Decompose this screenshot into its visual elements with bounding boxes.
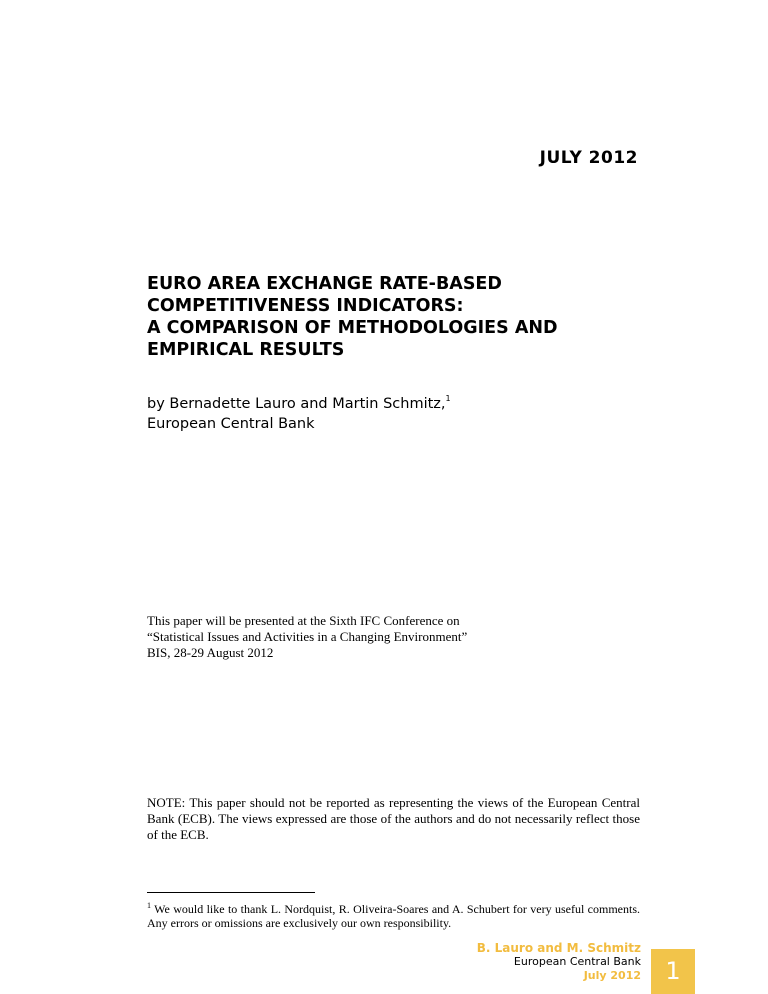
presentation-note	[147, 613, 467, 661]
footer-authors: B. Lauro and M. Schmitz	[476, 941, 641, 955]
presentation-line: “Statistical Issues and Activities in a Changing Environment”	[147, 629, 468, 644]
page-footer	[477, 941, 641, 983]
authors: by Bernadette Lauro and Martin Schmitz,	[147, 396, 446, 412]
title-line: A COMPARISON OF METHODOLOGIES AND	[147, 318, 558, 338]
footnote	[147, 902, 640, 930]
document-title	[147, 273, 647, 361]
presentation-line: BIS, 28-29 August 2012	[147, 645, 274, 660]
footnote-mark: 1	[445, 394, 451, 403]
presentation-line: This paper will be presented at the Sixth IFC Conference on	[147, 613, 460, 628]
footer-date: July 2012	[583, 969, 641, 982]
document-date: JULY 2012	[539, 148, 638, 168]
title-line: COMPETITIVENESS INDICATORS:	[147, 296, 464, 316]
footnote-number: 1	[147, 901, 151, 910]
byline	[147, 394, 451, 434]
title-line: EURO AREA EXCHANGE RATE-BASED	[147, 274, 502, 294]
affiliation: European Central Bank	[147, 416, 315, 432]
footer-institution: European Central Bank	[513, 955, 641, 968]
page-number: 1	[651, 949, 695, 994]
title-line: EMPIRICAL RESULTS	[147, 340, 345, 360]
footnote-text: We would like to thank L. Nordquist, R. Oliveira-Soares and A. Schubert for very useful comments. Any errors or omissions are exclusively our own responsibility.	[147, 902, 640, 930]
footnote-divider	[147, 892, 315, 893]
disclaimer-note: NOTE: This paper should not be reported as representing the views of the European Central Bank (ECB). The views expressed are those of the authors and do not necessarily reflect those of the ECB.	[147, 795, 640, 842]
